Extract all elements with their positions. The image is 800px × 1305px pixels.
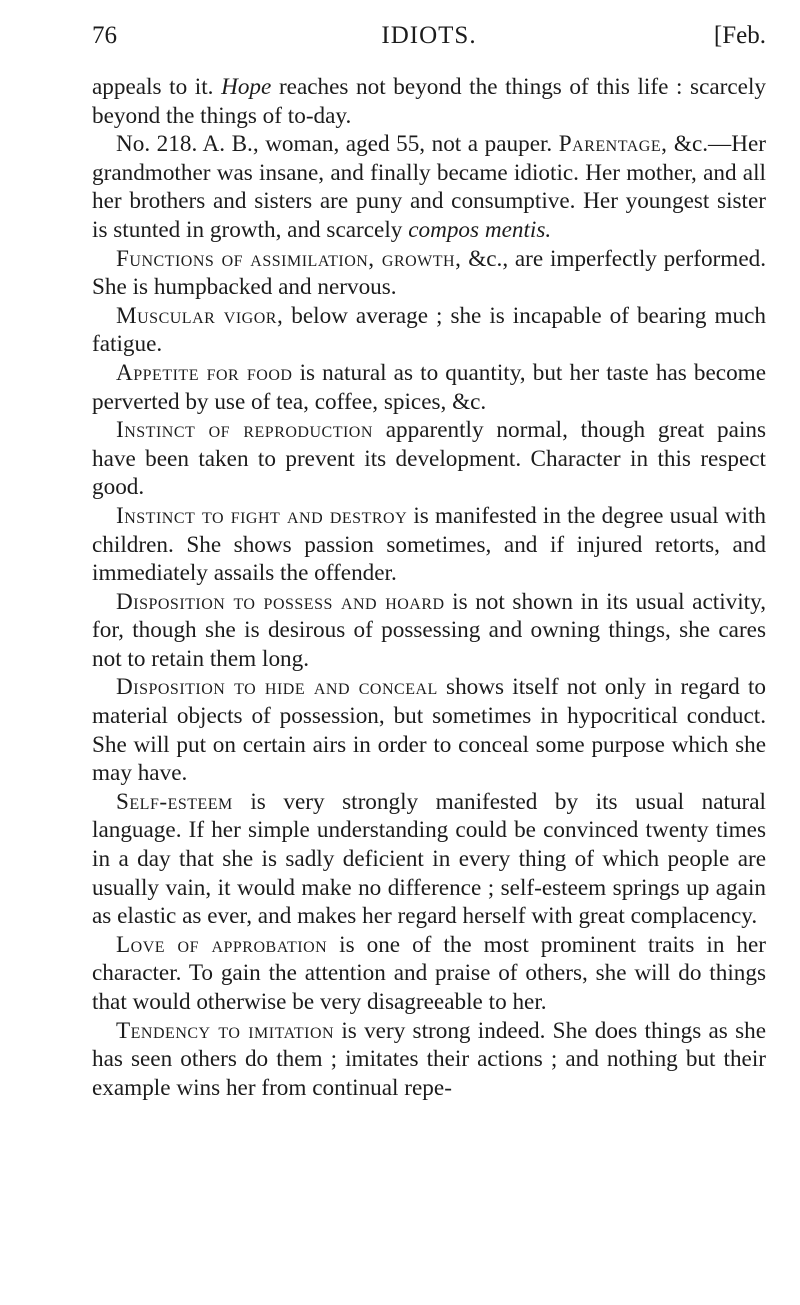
section-heading: Disposition to hide and conceal: [116, 674, 438, 701]
running-date: [Feb.: [713, 22, 766, 49]
paragraph-p6: [92, 502, 766, 588]
paragraph-p2: [92, 245, 766, 302]
paragraph-p0: [92, 73, 766, 130]
paragraph-p5: [92, 416, 766, 502]
running-title: IDIOTS.: [381, 22, 477, 49]
section-heading: Love of approbation: [116, 931, 328, 958]
section-heading: Instinct to fight and destroy: [116, 502, 408, 529]
text-run: shows itself not only in regard to material objects of possession, but sometimes in hypocritical conduct. She will put on certain airs in order to conceal some purpose which she may have.: [92, 674, 766, 787]
text-run: is very strong indeed. She does things as she has seen others do them ; imitates their actions ; and nothing but their example wins her from continual repe-: [92, 1017, 766, 1101]
paragraph-p7: [92, 588, 766, 674]
paragraph-p9: [92, 788, 766, 931]
section-heading: Appetite for food: [116, 359, 293, 386]
paragraph-p4: [92, 359, 766, 416]
section-heading: Functions of assimilation, growth,: [116, 245, 462, 272]
text-run: is one of the most prominent traits in her character. To gain the attention and praise of others, she will do things that would otherwise be very disagreeable to her.: [92, 931, 766, 1015]
text-run: &c., are imperfectly performed. She is humpbacked and nervous.: [92, 245, 766, 301]
text-run: below average ; she is incapable of bearing much fatigue.: [92, 302, 766, 358]
italic-text: Hope: [221, 74, 272, 100]
paragraph-p3: [92, 302, 766, 359]
italic-text: compos mentis.: [408, 216, 552, 243]
page-number: 76: [92, 22, 117, 49]
text-run: is manifested in the degree usual with children. She shows passion sometimes, and if injured retorts, and immediately assails the offender.: [92, 502, 766, 587]
text-run: apparently normal, though great pains have been taken to prevent its development. Character in this respect good.: [92, 417, 767, 501]
section-heading: Parentage,: [558, 131, 668, 158]
section-heading: Disposition to possess and hoard: [116, 588, 445, 615]
text-run: is natural as to quantity, but her taste has become perverted by use of tea, coffee, spices, &c.: [92, 359, 767, 415]
section-heading: Tendency to imitation: [116, 1017, 335, 1044]
section-heading: Instinct of reproduction: [116, 417, 373, 444]
text-run: reaches not beyond the things of this life : scarcely beyond the things of to-day.: [92, 74, 766, 129]
paragraph-p8: [92, 673, 766, 787]
text-run: appeals to it.: [92, 74, 222, 100]
running-header: [92, 18, 766, 54]
text-run: No. 218. A. B., woman, aged 55, not a pauper.: [116, 131, 559, 158]
paragraph-p10: [92, 931, 766, 1017]
text-run: is not shown in its usual activity, for, though she is desirous of possessing and owning things, she cares not to retain them long.: [92, 588, 766, 672]
body-text: [92, 73, 766, 1102]
paragraph-p1: [92, 130, 766, 244]
paragraph-p11: [92, 1017, 766, 1103]
section-heading: Muscular vigor,: [116, 302, 284, 329]
section-heading: Self-esteem: [116, 788, 233, 815]
text-run: is very strongly manifested by its usual natural language. If her simple understanding could be convinced twenty times in a day that she is sadly deficient in every thing of which people are usually vain, it would make no difference ; self-esteem springs up again as elastic as ever, and makes her regard herself with great complacency.: [92, 788, 766, 930]
text-run: &c.—Her grandmother was insane, and finally became idiotic. Her mother, and all her brothers and sisters are puny and consumptive. Her youngest sister is stunted in growth, and scarcely: [92, 131, 766, 243]
